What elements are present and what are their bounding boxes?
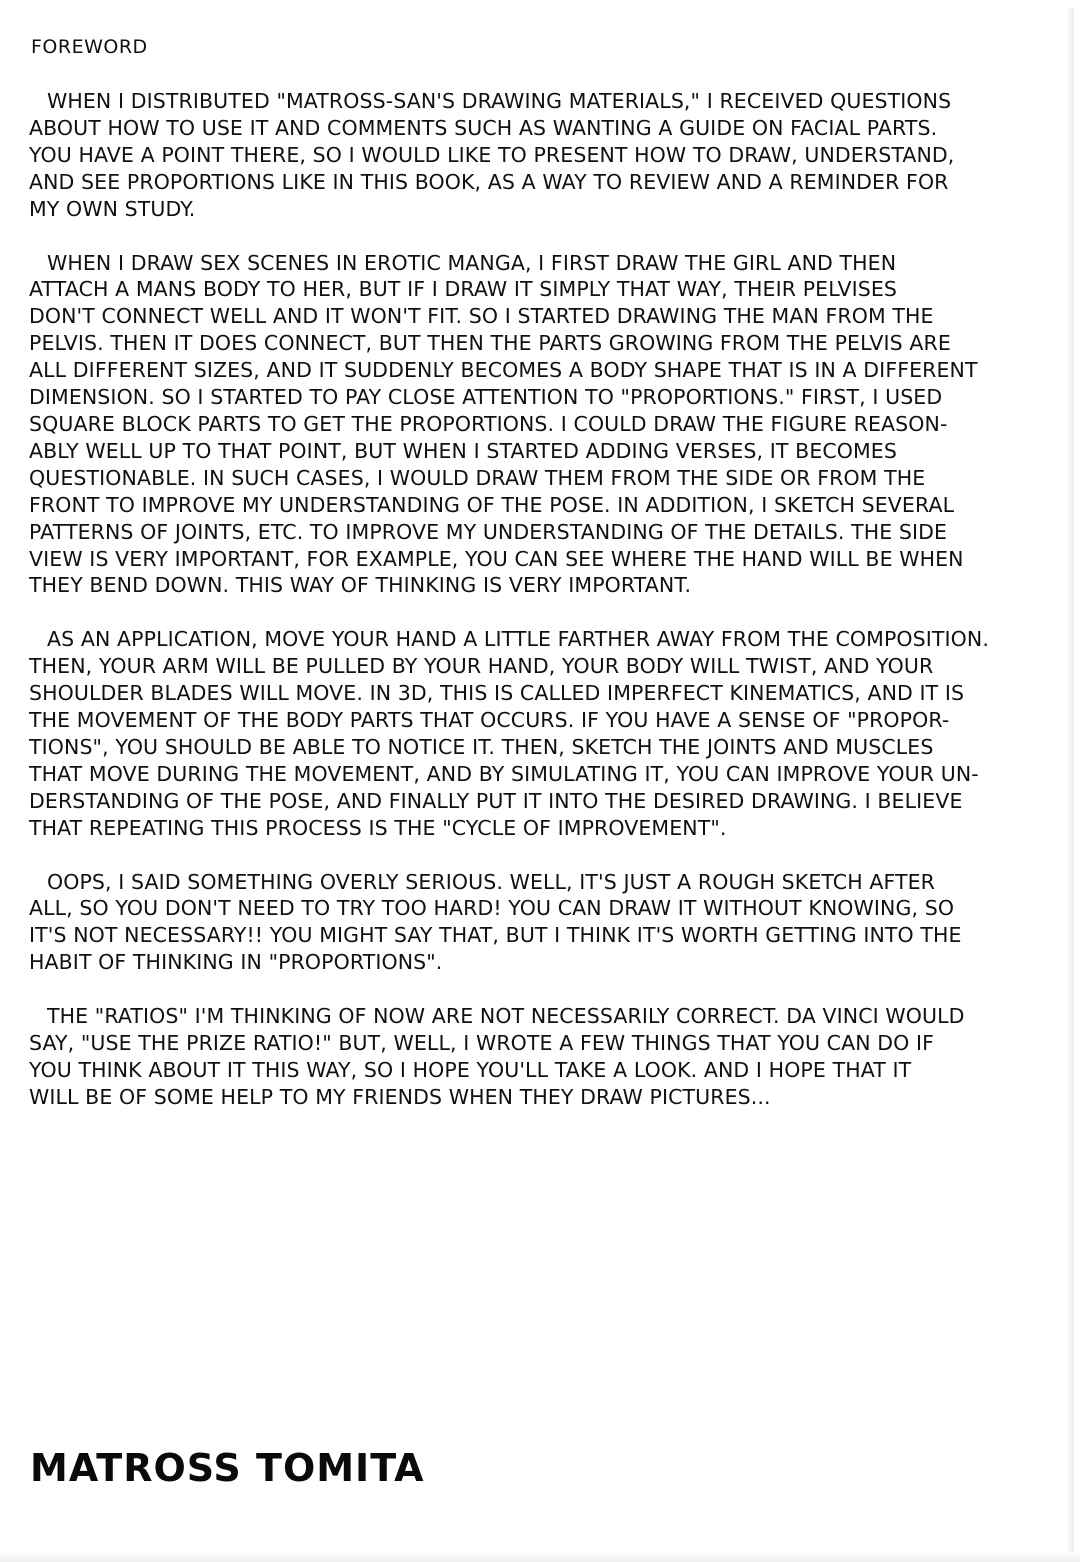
text-line: FRONT TO IMPROVE MY UNDERSTANDING OF THE POSE. IN ADDITION, I SKETCH SEVERAL (29, 492, 955, 517)
text-line: THE MOVEMENT OF THE BODY PARTS THAT OCCURS. IF YOU HAVE A SENSE OF "PROPOR- (29, 708, 950, 733)
text-line: PATTERNS OF JOINTS, ETC. TO IMPROVE MY UNDERSTANDING OF THE DETAILS. THE SIDE (29, 519, 948, 544)
text-line: PELVIS. THEN IT DOES CONNECT, BUT THEN THE PARTS GROWING FROM THE PELVIS ARE (29, 331, 951, 356)
text-line: WHEN I DISTRIBUTED "MATROSS-SAN'S DRAWING MATERIALS," I RECEIVED QUESTIONS (47, 89, 952, 113)
text-line: IT'S NOT NECESSARY!! YOU MIGHT SAY THAT, BUT I THINK IT'S WORTH GETTING INTO THE (29, 923, 962, 948)
text-line: SQUARE BLOCK PARTS TO GET THE PROPORTIONS. I COULD DRAW THE FIGURE REASON- (29, 411, 948, 436)
text-line: THAT REPEATING THIS PROCESS IS THE "CYCLE OF IMPROVEMENT". (29, 815, 727, 840)
text-line: ATTACH A MANS BODY TO HER, BUT IF I DRAW IT SIMPLY THAT WAY, THEIR PELVISES (29, 277, 898, 302)
text-line: QUESTIONABLE. IN SUCH CASES, I WOULD DRAW THEM FROM THE SIDE OR FROM THE (29, 465, 926, 490)
text-line: AS AN APPLICATION, MOVE YOUR HAND A LITTLE FARTHER AWAY FROM THE COMPOSITION. (47, 627, 989, 652)
paragraph-3 (29, 626, 1045, 841)
text-line: THEY BEND DOWN. THIS WAY OF THINKING IS VERY IMPORTANT. (29, 573, 692, 598)
text-line: WHEN I DRAW SEX SCENES IN EROTIC MANGA, I FIRST DRAW THE GIRL AND THEN (47, 250, 897, 275)
page-edge-bottom (0, 1552, 1080, 1562)
text-line: AND SEE PROPORTIONS LIKE IN THIS BOOK, AS A WAY TO REVIEW AND A REMINDER FOR (29, 169, 949, 194)
author-signature: MATROSS TOMITA (30, 1446, 425, 1490)
paragraph-5 (29, 1003, 1045, 1111)
text-line: ABOUT HOW TO USE IT AND COMMENTS SUCH AS WANTING A GUIDE ON FACIAL PARTS. (29, 115, 938, 140)
paragraph-2 (29, 250, 1045, 600)
text-line: DON'T CONNECT WELL AND IT WON'T FIT. SO I STARTED DRAWING THE MAN FROM THE (29, 304, 934, 329)
text-line: ALL DIFFERENT SIZES, AND IT SUDDENLY BECOMES A BODY SHAPE THAT IS IN A DIFFERENT (29, 358, 978, 383)
text-line: VIEW IS VERY IMPORTANT, FOR EXAMPLE, YOU CAN SEE WHERE THE HAND WILL BE WHEN (29, 546, 964, 571)
paragraph-1 (29, 88, 1045, 223)
text-line: SAY, "USE THE PRIZE RATIO!" BUT, WELL, I WROTE A FEW THINGS THAT YOU CAN DO IF (29, 1031, 935, 1056)
page-edge-right (1066, 8, 1074, 1556)
text-line: HABIT OF THINKING IN "PROPORTIONS". (29, 950, 443, 975)
text-line: YOU THINK ABOUT IT THIS WAY, SO I HOPE YOU'LL TAKE A LOOK. AND I HOPE THAT IT (29, 1058, 912, 1082)
text-line: ALL, SO YOU DON'T NEED TO TRY TOO HARD! YOU CAN DRAW IT WITHOUT KNOWING, SO (29, 896, 955, 921)
text-line: MY OWN STUDY. (29, 196, 196, 221)
text-line: ABLY WELL UP TO THAT POINT, BUT WHEN I STARTED ADDING VERSES, IT BECOMES (29, 438, 897, 463)
text-line: OOPS, I SAID SOMETHING OVERLY SERIOUS. WELL, IT'S JUST A ROUGH SKETCH AFTER (47, 869, 936, 894)
text-line: WILL BE OF SOME HELP TO MY FRIENDS WHEN THEY DRAW PICTURES... (29, 1084, 771, 1109)
text-line: DERSTANDING OF THE POSE, AND FINALLY PUT IT INTO THE DESIRED DRAWING. I BELIEVE (29, 788, 963, 813)
text-line: SHOULDER BLADES WILL MOVE. IN 3D, THIS IS CALLED IMPERFECT KINEMATICS, AND IT IS (29, 681, 965, 706)
text-line: DIMENSION. SO I STARTED TO PAY CLOSE ATTENTION TO "PROPORTIONS." FIRST, I USED (29, 385, 943, 410)
paragraph-4 (29, 869, 1045, 977)
text-line: THEN, YOUR ARM WILL BE PULLED BY YOUR HAND, YOUR BODY WILL TWIST, AND YOUR (29, 654, 934, 679)
text-line: TIONS", YOU SHOULD BE ABLE TO NOTICE IT. THEN, SKETCH THE JOINTS AND MUSCLES (29, 734, 934, 759)
text-line: YOU HAVE A POINT THERE, SO I WOULD LIKE TO PRESENT HOW TO DRAW, UNDERSTAND, (29, 142, 955, 167)
foreword-body (29, 88, 1045, 1138)
text-line: THAT MOVE DURING THE MOVEMENT, AND BY SIMULATING IT, YOU CAN IMPROVE YOUR UN- (29, 761, 979, 786)
foreword-heading: FOREWORD (31, 36, 148, 58)
text-line: THE "RATIOS" I'M THINKING OF NOW ARE NOT NECESSARILY CORRECT. DA VINCI WOULD (47, 1004, 965, 1029)
